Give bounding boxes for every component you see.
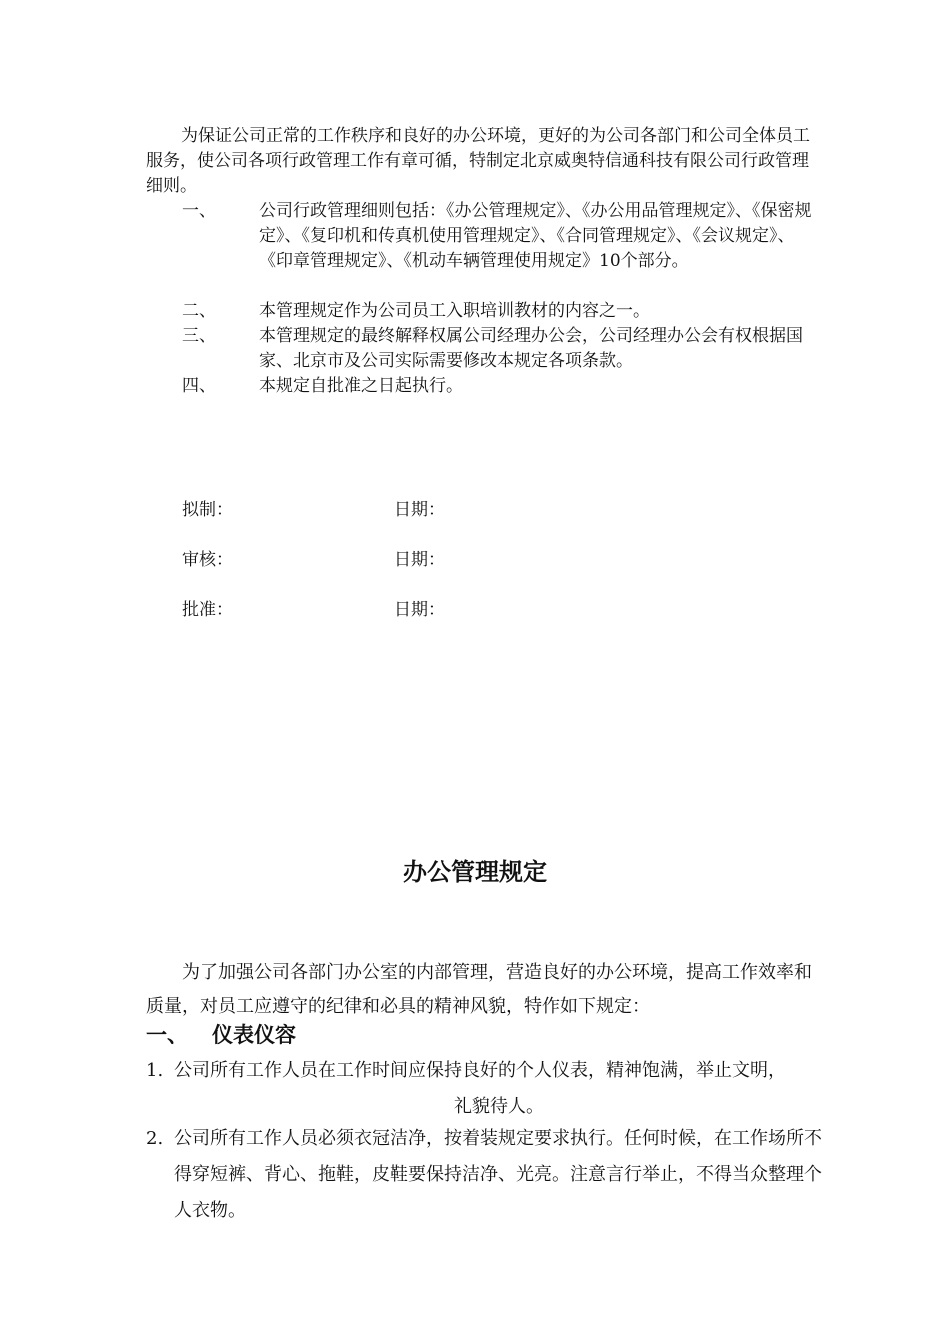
rules-intro: 为了加强公司各部门办公室的内部管理，营造良好的办公环境，提高工作效率和质量，对员工应遵守的纪律和必具的精神风貌，特作如下规定： [146,962,812,1017]
item-text: 本管理规定的最终解释权属公司经理办公会，公司经理办公会有权根据国家、北京市及公司实际需要修改本规定各项条款。 [259,326,803,371]
signature-role-draft: 拟制： [182,500,233,520]
item-text: 本管理规定作为公司员工入职培训教材的内容之一。 [259,301,650,321]
item-number: 二、 [182,301,216,321]
preface-paragraph: 为保证公司正常的工作秩序和良好的办公环境，更好的为公司各部门和公司全体员工服务，使公司各项行政管理工作有章可循，特制定北京威奥特信通科技有限公司行政管理细则。 [146,126,810,196]
item-number: 三、 [182,326,216,346]
signature-role-approve: 批准： [182,600,233,620]
section-title: 仪表仪容 [212,1023,296,1047]
rule-number: 1. [146,1060,164,1081]
item-number: 一、 [182,201,216,221]
signature-date-label: 日期： [394,550,445,570]
document-title: 办公管理规定 [403,858,547,886]
rule-text [174,1053,824,1125]
signature-date-label: 日期： [394,500,445,520]
signature-role-review: 审核： [182,550,233,570]
item-text: 公司行政管理细则包括：《办公管理规定》、《办公用品管理规定》、《保密规定》、《复印机和传真机使用管理规定》、《合同管理规定》、《会议规定》、《印章管理规定》、《机动车辆管理使用规定》10个部分。 [259,201,812,271]
rule-text: 公司所有工作人员必须衣冠洁净，按着装规定要求执行。任何时候，在工作场所不得穿短裤、背心、拖鞋，皮鞋要保持洁净、光亮。注意言行举止，不得当众整理个人衣物。 [174,1128,822,1221]
rule-text-line: 公司所有工作人员在工作时间应保持良好的个人仪表，精神饱满，举止文明， [174,1060,786,1081]
item-text: 本规定自批准之日起执行。 [259,376,463,396]
section-number: 一、 [146,1023,188,1047]
item-number: 四、 [182,376,216,396]
signature-date-label: 日期： [394,600,445,620]
rule-text-line: 礼貌待人。 [454,1096,544,1117]
rule-number: 2. [146,1128,164,1149]
